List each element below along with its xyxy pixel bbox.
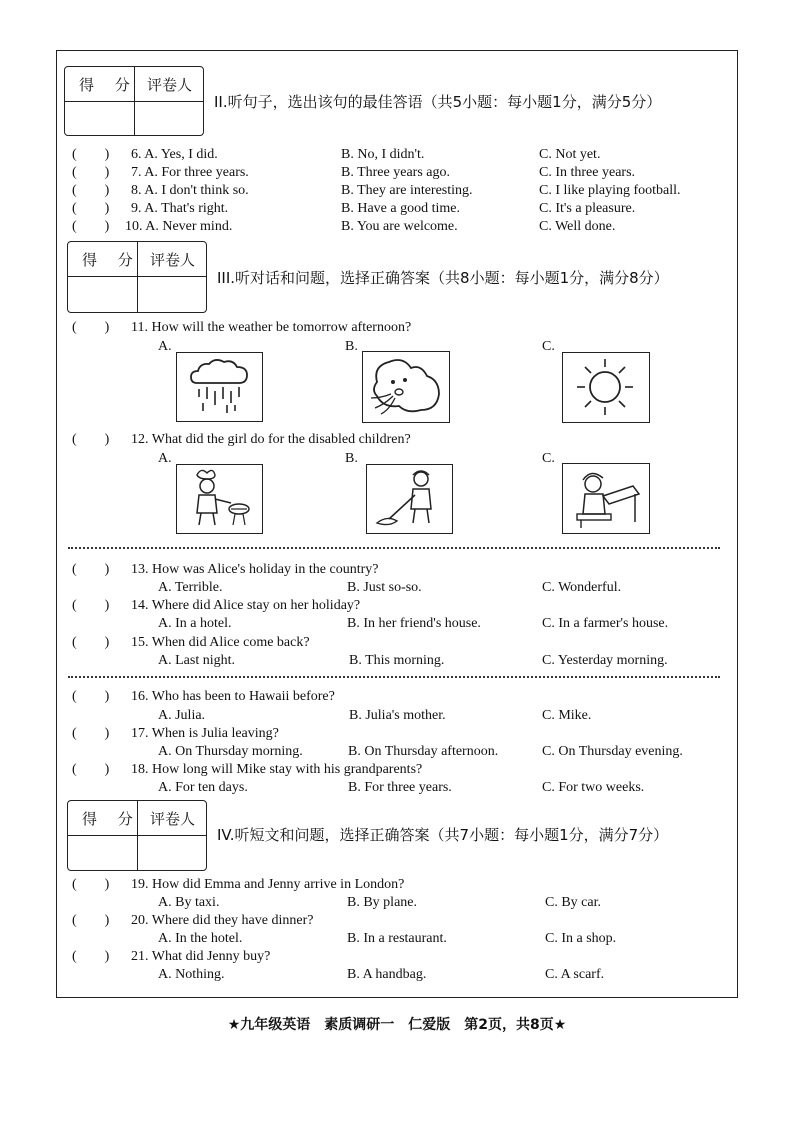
q17-option-c: C. On Thursday evening. [542, 744, 683, 759]
q17-option-b: B. On Thursday afternoon. [348, 744, 499, 759]
q21-option-c: C. A scarf. [545, 967, 605, 982]
score-box-s3 [67, 241, 207, 313]
q8-option-b: B. They are interesting. [341, 183, 473, 198]
girl-at-desk-icon [563, 464, 648, 532]
q16-question: 16. Who has been to Hawaii before? [131, 689, 335, 704]
q18-question: 18. How long will Mike stay with his grandparents? [131, 762, 423, 777]
answer-paren[interactable]: ( ) [72, 183, 110, 198]
q16-option-a: A. Julia. [158, 708, 206, 723]
answer-paren[interactable]: ( ) [72, 320, 110, 335]
answer-paren[interactable]: ( ) [72, 562, 110, 577]
q10-option-a: 10. A. Never mind. [125, 219, 233, 234]
q14-question: 14. Where did Alice stay on her holiday? [131, 598, 361, 613]
wind-icon [363, 352, 448, 421]
q13-option-a: A. Terrible. [158, 580, 223, 595]
q13-option-b: B. Just so-so. [347, 580, 422, 595]
girl-sweeping-icon [367, 465, 451, 532]
score-box-s4 [67, 800, 207, 871]
q19-option-a: A. By taxi. [158, 895, 220, 910]
answer-paren[interactable]: ( ) [72, 598, 110, 613]
score-label: 得 分 [82, 251, 141, 269]
q9-option-a: 9. A. That's right. [131, 201, 229, 216]
page-footer: ★九年级英语 素质调研一 仁爱版 第2页，共8页★ [227, 1017, 567, 1033]
q19-question: 19. How did Emma and Jenny arrive in London? [131, 877, 405, 892]
answer-paren[interactable]: ( ) [72, 762, 110, 777]
q20-question: 20. Where did they have dinner? [131, 913, 314, 928]
q11-label-c: C. [542, 339, 555, 354]
score-label: 得 分 [79, 76, 138, 94]
q18-option-b: B. For three years. [348, 780, 452, 795]
q15-option-c: C. Yesterday morning. [542, 653, 668, 668]
q15-option-a: A. Last night. [158, 653, 235, 668]
answer-paren[interactable]: ( ) [72, 726, 110, 741]
q7-option-a: 7. A. For three years. [131, 165, 249, 180]
q18-option-a: A. For ten days. [158, 780, 248, 795]
q17-option-a: A. On Thursday morning. [158, 744, 303, 759]
q11-label-b: B. [345, 339, 358, 354]
q13-question: 13. How was Alice's holiday in the country? [131, 562, 379, 577]
grader-label: 评卷人 [150, 251, 196, 269]
section-3-title: III.听对话和问题，选择正确答案（共8小题：每小题1分，满分8分） [217, 269, 669, 287]
q17-question: 17. When is Julia leaving? [131, 726, 279, 741]
answer-paren[interactable]: ( ) [72, 219, 110, 234]
q7-option-b: B. Three years ago. [341, 165, 450, 180]
q14-option-a: A. In a hotel. [158, 616, 232, 631]
q20-option-b: B. In a restaurant. [347, 931, 447, 946]
grader-label: 评卷人 [147, 76, 193, 94]
q9-option-c: C. It's a pleasure. [539, 201, 636, 216]
answer-paren[interactable]: ( ) [72, 165, 110, 180]
q11-picture-a[interactable] [176, 352, 263, 422]
answer-paren[interactable]: ( ) [72, 913, 110, 928]
q12-picture-c[interactable] [562, 463, 650, 534]
q10-option-b: B. You are welcome. [341, 219, 458, 234]
q12-picture-b[interactable] [366, 464, 453, 534]
q11-picture-b[interactable] [362, 351, 450, 423]
q7-option-c: C. In three years. [539, 165, 636, 180]
q20-option-c: C. In a shop. [545, 931, 617, 946]
q21-question: 21. What did Jenny buy? [131, 949, 271, 964]
q20-option-a: A. In the hotel. [158, 931, 243, 946]
q13-option-c: C. Wonderful. [542, 580, 622, 595]
q12-label-b: B. [345, 451, 358, 466]
answer-paren[interactable]: ( ) [72, 201, 110, 216]
q11-label-a: A. [158, 339, 172, 354]
answer-paren[interactable]: ( ) [72, 432, 110, 447]
rain-cloud-icon [177, 353, 261, 420]
answer-paren[interactable]: ( ) [72, 147, 110, 162]
q16-option-c: C. Mike. [542, 708, 592, 723]
section-4-title: IV.听短文和问题，选择正确答案（共7小题：每小题1分，满分7分） [217, 826, 669, 844]
score-label: 得 分 [82, 810, 141, 828]
q12-label-c: C. [542, 451, 555, 466]
q14-option-c: C. In a farmer's house. [542, 616, 669, 631]
q15-question: 15. When did Alice come back? [131, 635, 310, 650]
divider [68, 676, 720, 678]
q11-picture-c[interactable] [562, 352, 650, 423]
score-box-s2 [64, 66, 204, 136]
q12-question: 12. What did the girl do for the disabled children? [131, 432, 411, 447]
answer-paren[interactable]: ( ) [72, 877, 110, 892]
q10-option-c: C. Well done. [539, 219, 616, 234]
q15-option-b: B. This morning. [349, 653, 445, 668]
q19-option-c: C. By car. [545, 895, 601, 910]
divider [68, 547, 720, 549]
q14-option-b: B. In her friend's house. [347, 616, 481, 631]
q18-option-c: C. For two weeks. [542, 780, 645, 795]
q16-option-b: B. Julia's mother. [349, 708, 446, 723]
q21-option-b: B. A handbag. [347, 967, 427, 982]
q12-label-a: A. [158, 451, 172, 466]
q11-question: 11. How will the weather be tomorrow afternoon? [131, 320, 412, 335]
q19-option-b: B. By plane. [347, 895, 417, 910]
q8-option-a: 8. A. I don't think so. [131, 183, 249, 198]
q6-option-b: B. No, I didn't. [341, 147, 425, 162]
answer-paren[interactable]: ( ) [72, 689, 110, 704]
girl-cooking-icon [177, 465, 261, 532]
answer-paren[interactable]: ( ) [72, 635, 110, 650]
q9-option-b: B. Have a good time. [341, 201, 460, 216]
grader-label: 评卷人 [150, 810, 196, 828]
q6-option-c: C. Not yet. [539, 147, 601, 162]
q12-picture-a[interactable] [176, 464, 263, 534]
q6-option-a: 6. A. Yes, I did. [131, 147, 218, 162]
q21-option-a: A. Nothing. [158, 967, 225, 982]
section-2-title: II.听句子，选出该句的最佳答语（共5小题：每小题1分，满分5分） [214, 93, 662, 111]
sun-icon [563, 353, 648, 421]
q8-option-c: C. I like playing football. [539, 183, 681, 198]
answer-paren[interactable]: ( ) [72, 949, 110, 964]
